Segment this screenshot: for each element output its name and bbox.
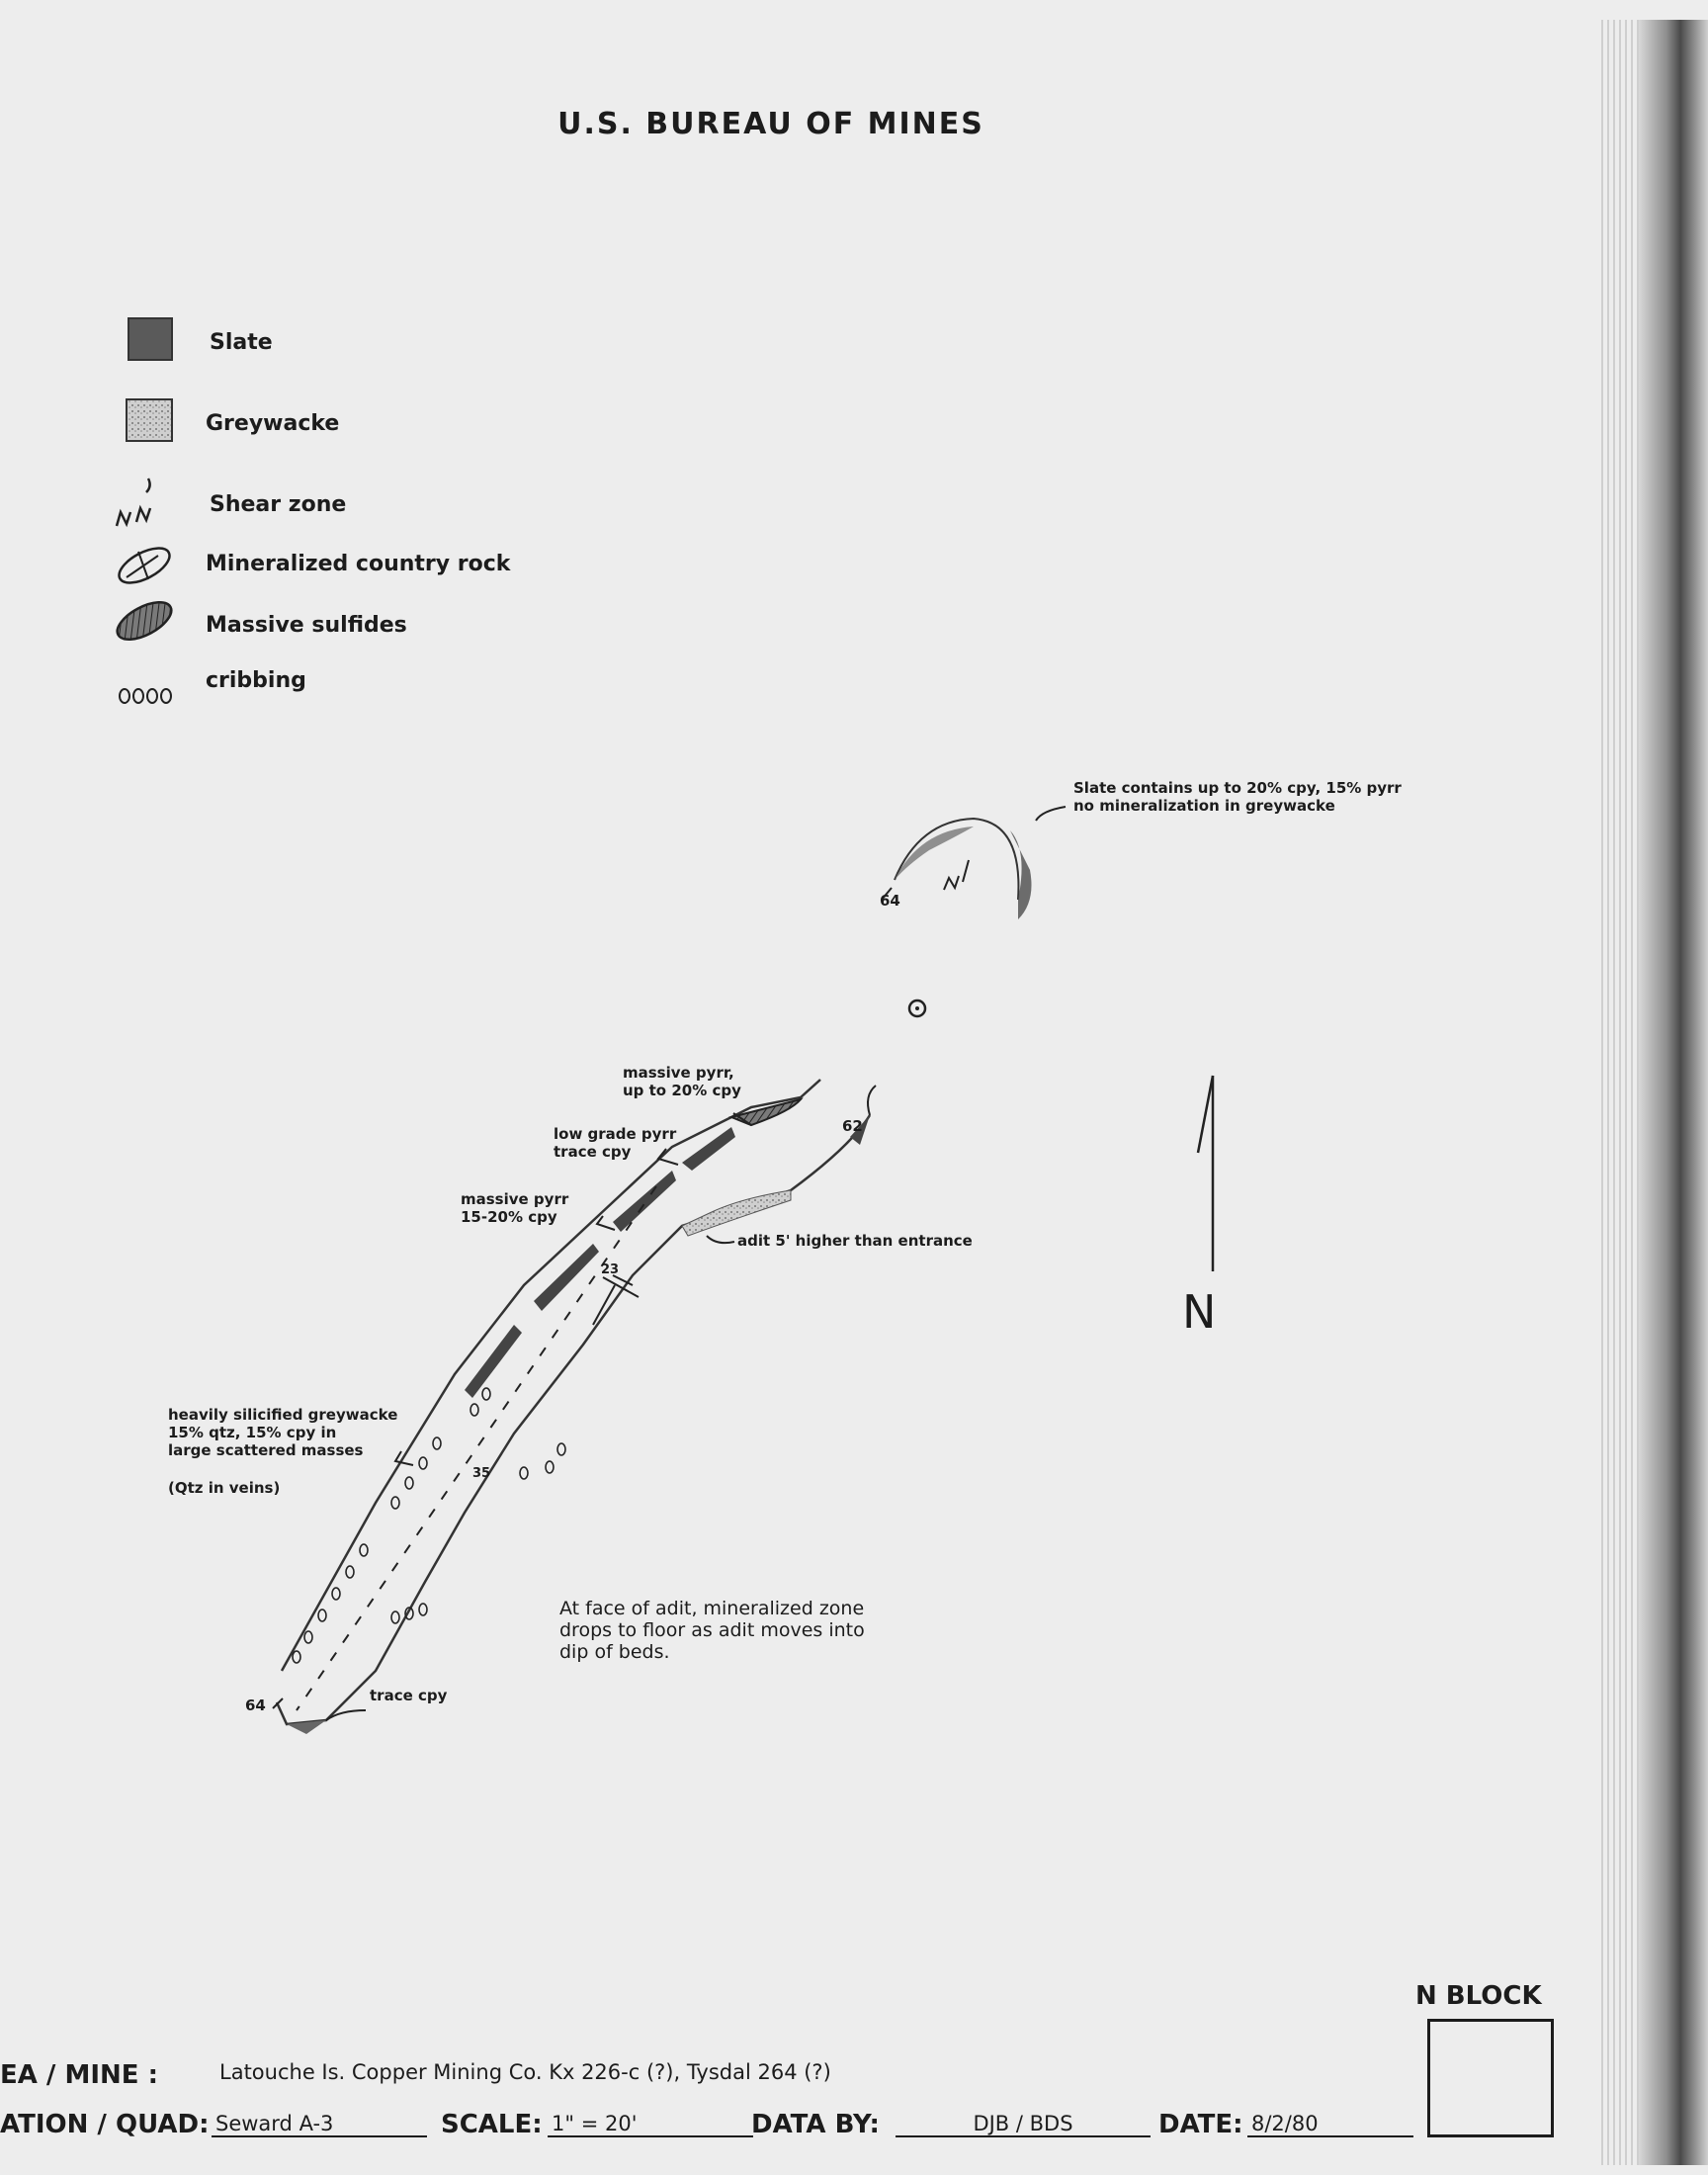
massive-sulfides-icon <box>112 595 177 648</box>
n-block-label: N BLOCK <box>1415 1981 1542 2011</box>
low-grade-note: low grade pyrr trace cpy <box>554 1125 677 1161</box>
sheet-title: U.S. BUREAU OF MINES <box>557 107 984 141</box>
legend-shear-zone-label: Shear zone <box>210 492 347 517</box>
upper-note: Slate contains up to 20% cpy, 15% pyrr no mineralization in greywacke <box>1073 779 1402 815</box>
adit-higher-note: adit 5' higher than entrance <box>737 1232 973 1250</box>
cribbing-icon <box>120 689 171 703</box>
area-mine-label: EA / MINE : <box>0 2060 158 2090</box>
slate-icon <box>128 318 172 360</box>
data-by-value: DJB / BDS <box>896 2112 1151 2137</box>
legend-cribbing-label: cribbing <box>206 668 306 693</box>
dip-label-64-upper: 64 <box>880 892 900 910</box>
dip-label-62: 62 <box>842 1117 863 1135</box>
legend-slate-label: Slate <box>210 330 273 355</box>
greywacke-icon <box>127 399 172 441</box>
massive-pyrr-note: massive pyrr, up to 20% cpy <box>623 1064 741 1099</box>
legend-mineralized-label: Mineralized country rock <box>206 552 511 576</box>
date-label: DATE: <box>1158 2110 1243 2139</box>
legend-sulfides-label: Massive sulfides <box>206 613 407 638</box>
scale-label: SCALE: <box>441 2110 543 2139</box>
dip-label-35: 35 <box>472 1466 491 1481</box>
area-mine-value: Latouche Is. Copper Mining Co. Kx 226-c (?), Tysdal 264 (?) <box>219 2060 831 2084</box>
qtz-veins-note: (Qtz in veins) <box>168 1479 281 1497</box>
massive-pyrr-15-note: massive pyrr 15-20% cpy <box>461 1190 569 1226</box>
date-value: 8/2/80 <box>1247 2112 1413 2137</box>
data-by-label: DATA BY: <box>751 2110 880 2139</box>
location-quad-label: ATION / QUAD: <box>0 2110 210 2139</box>
legend-greywacke-label: Greywacke <box>206 411 340 436</box>
scale-value: 1" = 20' <box>548 2112 753 2137</box>
mineralized-rock-icon <box>114 541 175 589</box>
face-of-adit-note: At face of adit, mineralized zone drops to floor as adit moves into dip of beds. <box>559 1598 865 1663</box>
upper-working <box>882 807 1066 919</box>
north-label: N <box>1182 1285 1217 1339</box>
north-arrow-icon <box>1198 1076 1213 1271</box>
silicified-note: heavily silicified greywacke 15% qtz, 15% cpy in large scattered masses <box>168 1406 398 1459</box>
n-block-box <box>1427 2019 1554 2137</box>
shear-zone-icon <box>117 478 150 526</box>
dip-label-64-lower: 64 <box>245 1696 266 1714</box>
dip-label-23: 23 <box>601 1262 620 1277</box>
location-quad-value: Seward A-3 <box>212 2112 427 2137</box>
trace-cpy-note: trace cpy <box>370 1687 448 1704</box>
